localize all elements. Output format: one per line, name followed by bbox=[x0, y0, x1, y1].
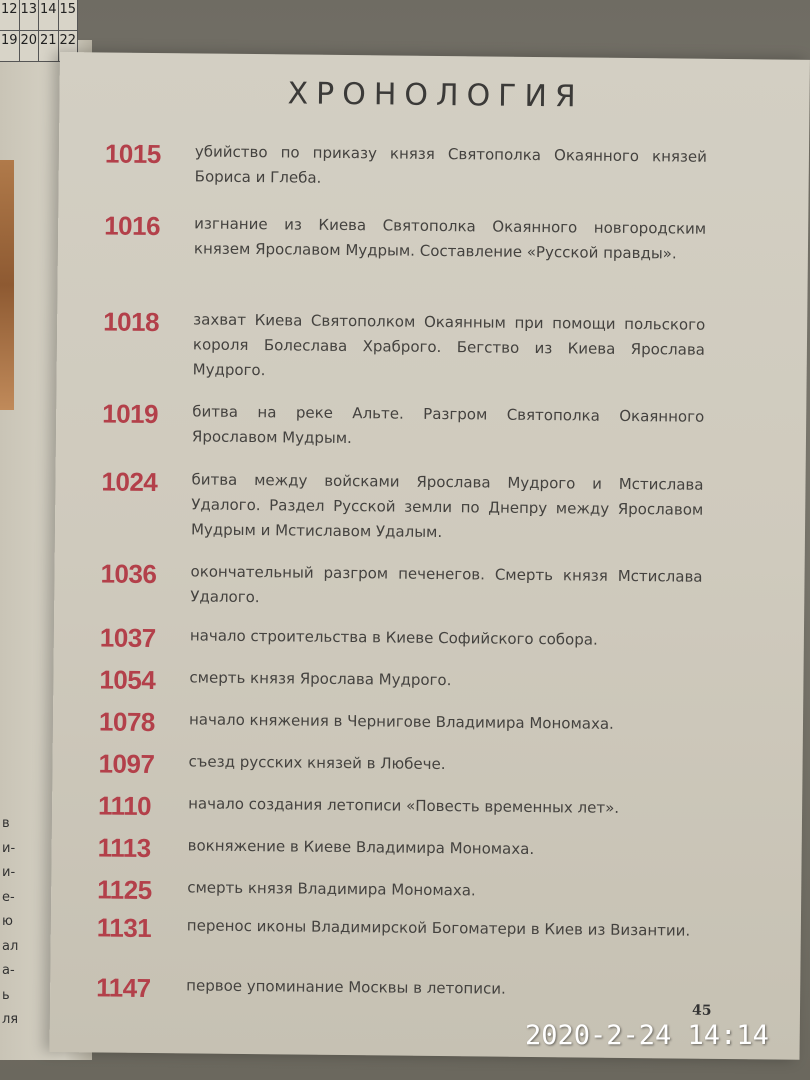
chronology-entry bbox=[97, 874, 697, 906]
entry-text: убийство по приказу князя Святополка Окаянного князей Бориса и Глеба. bbox=[194, 142, 708, 187]
left-page-text bbox=[2, 812, 22, 1033]
entry-text: захват Киева Святополком Окаянным при помощи польского короля Болеслава Храброго. Бегство из Киева Ярослава Мудрого. bbox=[192, 310, 706, 380]
entry-year: 1024 bbox=[101, 466, 158, 498]
left-letter: и- bbox=[2, 865, 16, 880]
left-letter: в bbox=[2, 816, 10, 831]
chronology-entry bbox=[97, 832, 698, 863]
entry-text: битва на реке Альте. Разгром Святополка Окаянного Ярославом Мудрым. bbox=[191, 402, 705, 448]
chronology-entry bbox=[99, 622, 700, 654]
entry-year: 1019 bbox=[102, 398, 159, 430]
entry-year: 1016 bbox=[104, 210, 161, 242]
left-letter: и- bbox=[2, 840, 16, 856]
entry-text: битва между войсками Ярослава Мудрого и Мстислава Удалого. Раздел Русской земли по Днепру между Ярославом Мудрым и Мстиславом Удалым. bbox=[190, 470, 704, 542]
calendar-cell: 21 bbox=[39, 31, 59, 62]
entry-year: 1110 bbox=[97, 790, 152, 821]
left-letter: е- bbox=[2, 889, 15, 905]
entry-year: 1078 bbox=[98, 706, 155, 738]
chronology-entry bbox=[104, 210, 707, 263]
chronology-entry bbox=[97, 790, 698, 821]
entry-text: съезд русских князей в Любече. bbox=[188, 752, 446, 774]
entry-text: начало княжения в Чернигове Владимира Мономаха. bbox=[188, 710, 614, 733]
chronology-entry bbox=[98, 706, 699, 738]
entry-text: начало строительства в Киеве Софийского собора. bbox=[189, 626, 598, 649]
chronology-entry bbox=[99, 664, 700, 696]
chronology-entry bbox=[102, 398, 705, 448]
chronology-entry bbox=[96, 912, 697, 944]
entry-text: смерть князя Владимира Мономаха. bbox=[187, 878, 476, 900]
entry-year: 1054 bbox=[99, 664, 156, 696]
entry-year: 1037 bbox=[99, 622, 156, 654]
left-page-photo bbox=[0, 160, 14, 410]
left-letter: ь bbox=[2, 987, 10, 1003]
entry-year: 1097 bbox=[98, 748, 155, 780]
calendar-cell: 22 bbox=[59, 31, 79, 62]
entry-year: 1113 bbox=[97, 832, 151, 863]
left-letter: ю bbox=[2, 914, 13, 929]
page-title: ХРОНОЛОГИЯ bbox=[287, 76, 584, 115]
calendar-cell: 14 bbox=[39, 0, 59, 31]
chronology-entry bbox=[96, 972, 696, 1003]
entry-text: начало создания летописи «Повесть временных лет». bbox=[188, 794, 620, 817]
photo-timestamp: 2020-2-24 14:14 bbox=[525, 1020, 769, 1051]
chronology-entry bbox=[100, 558, 703, 607]
entry-year: 1125 bbox=[97, 874, 152, 906]
left-letter: ля bbox=[2, 1012, 19, 1027]
left-letter: ал bbox=[2, 938, 19, 954]
calendar-cell: 15 bbox=[59, 0, 79, 31]
entry-year: 1036 bbox=[100, 558, 157, 590]
entry-year: 1018 bbox=[103, 306, 160, 338]
calendar-cell: 19 bbox=[0, 31, 20, 62]
entry-year: 1015 bbox=[104, 138, 161, 170]
entry-text: смерть князя Ярослава Мудрого. bbox=[189, 668, 452, 690]
book-page bbox=[50, 52, 810, 1060]
entry-text: изгнание из Киева Святополка Окаянного новгородским князем Ярославом Мудрым. Составление «Русской правды». bbox=[193, 214, 707, 263]
entry-text: вокняжение в Киеве Владимира Мономаха. bbox=[187, 836, 535, 859]
left-letter: а- bbox=[2, 963, 15, 978]
calendar-cell: 20 bbox=[20, 31, 40, 62]
page-number: 45 bbox=[691, 1002, 712, 1019]
calendar-cell: 12 bbox=[0, 0, 20, 31]
entry-year: 1147 bbox=[96, 972, 151, 1003]
entry-text: перенос иконы Владимирской Богоматери в Киев из Византии. bbox=[186, 916, 691, 940]
chronology-entry bbox=[103, 306, 706, 380]
entry-text: окончательный разгром печенегов. Смерть князя Мстислава Удалого. bbox=[190, 562, 703, 607]
chronology-entry bbox=[104, 138, 708, 187]
entry-text: первое упоминание Москвы в летописи. bbox=[186, 976, 506, 998]
chronology-entry bbox=[98, 748, 699, 780]
chronology-entry bbox=[101, 466, 704, 542]
calendar-cell: 13 bbox=[20, 0, 40, 31]
entry-year: 1131 bbox=[96, 912, 152, 944]
